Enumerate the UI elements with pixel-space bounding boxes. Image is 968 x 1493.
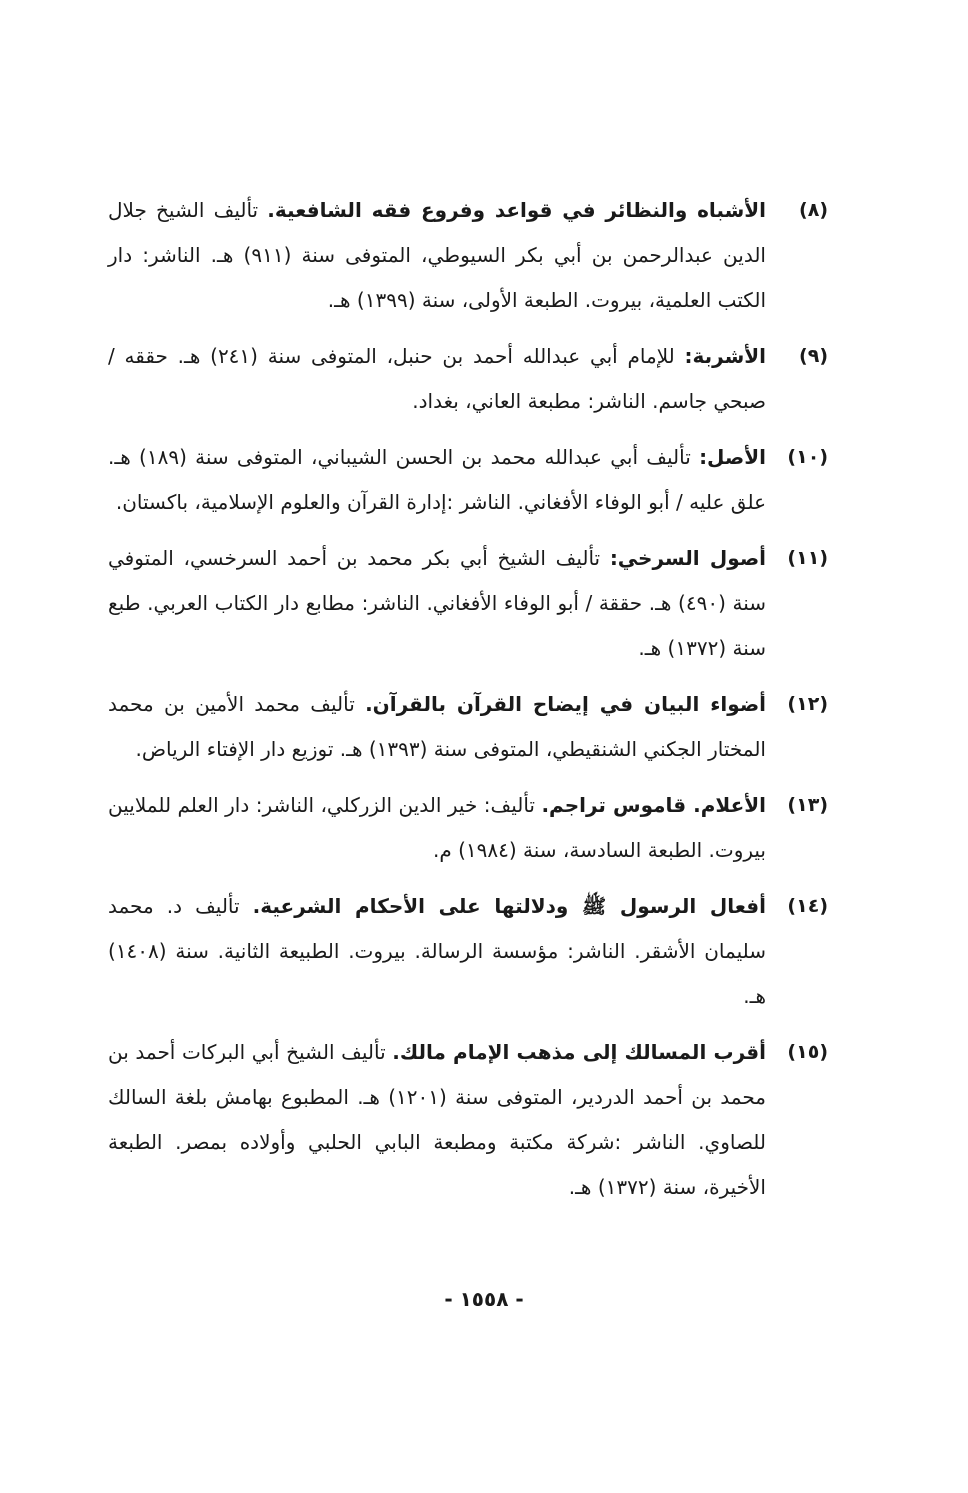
bibliography-entry-13 [108,783,828,873]
entry-body [108,188,766,323]
entry-body [108,783,766,873]
entry-text: تأليف أبي عبدالله محمد بن الحسن الشيباني، المتوفى سنة (١٨٩) هـ. علق عليه / أبو الوفاء الأفغاني. الناشر :إدارة القرآن والعلوم الإسلامية، باكستان. [108,445,766,514]
entry-title: أضواء البيان في إيضاح القرآن بالقرآن. [365,692,767,716]
bibliography-entry-8 [108,188,828,323]
entry-number: (٨) [799,199,828,221]
entry-text: تأليف: خير الدين الزركلي، الناشر: دار العلم للملايين بيروت. الطبعة السادسة، سنة (١٩٨٤) م. [108,793,766,862]
entry-number: (٩) [799,345,828,367]
entry-text: تأليف الشيخ أبي بكر محمد بن أحمد السرخسي، المتوفي سنة (٤٩٠) هـ. حققة / أبو الوفاء الأفغاني. الناشر: مطابع دار الكتاب العربي. طبع سنة (١٣٧٢) هـ. [108,546,766,660]
entry-number: (١٢) [787,693,828,715]
entry-title: أقرب المسالك إلى مذهب الإمام مالك. [392,1040,766,1064]
entry-body [108,334,766,424]
bibliography-entry-10 [108,435,828,525]
bibliography-entry-12 [108,682,828,772]
entry-text: تأليف الشيخ جلال الدين عبدالرحمن بن أبي بكر السيوطي، المتوفى سنة (٩١١) هـ. الناشر: دار الكتب العلمية، بيروت. الطبعة الأولى، سنة (١٣٩٩) هـ. [108,198,766,312]
entry-number: (١٣) [787,794,828,816]
entry-number: (١٥) [787,1041,828,1063]
entry-body [108,1030,766,1210]
entry-text: تأليف الشيخ أبي البركات أحمد بن محمد بن أحمد الدردير، المتوفى سنة (١٢٠١) هـ. المطبوع بهامش بلغة السالك للصاوي. الناشر :شركة مكتبة ومطبعة البابي الحلبي وأولاده بمصر. الطبعة الأخيرة، سنة (١٣٧٢) هـ. [108,1040,766,1199]
entry-title: الأصل: [699,445,766,469]
entry-body [108,435,766,525]
bibliography-entry-14 [108,884,828,1019]
entry-text: تأليف محمد الأمين بن محمد المختار الجكني الشنقيطي، المتوفى سنة (١٣٩٣) هـ. توزيع دار الإفتاء الرياض. [108,692,766,761]
entry-title: أفعال الرسول ﷺ ودلالتها على الأحكام الشرعية. [252,894,766,918]
entry-number: (١٠) [787,446,828,468]
entry-title: أصول السرخي: [609,546,766,570]
bibliography-entry-9 [108,334,828,424]
entry-text: تأليف د. محمد سليمان الأشقر. الناشر: مؤسسة الرسالة. بيروت. الطبيعة الثانية. سنة (١٤٠٨) هـ. [108,894,766,1008]
page-number: - ١٥٥٨ - [444,1287,524,1311]
entry-body [108,536,766,671]
entry-title: الأشربة: [684,344,766,368]
bibliography-list [108,188,828,1221]
entry-body [108,884,766,1019]
entry-number: (١١) [787,547,828,569]
entry-title: الأشباه والنظائر في قواعد وفروع فقه الشافعية. [267,198,766,222]
entry-title: الأعلام. قاموس تراجم. [541,793,767,817]
bibliography-entry-15 [108,1030,828,1210]
entry-text: للإمام أبي عبدالله أحمد بن حنبل، المتوفى سنة (٢٤١) هـ. حققه / صبحي جاسم. الناشر: مطبعة العاني، بغداد. [108,344,766,413]
bibliography-entry-11 [108,536,828,671]
entry-number: (١٤) [787,895,828,917]
entry-body [108,682,766,772]
